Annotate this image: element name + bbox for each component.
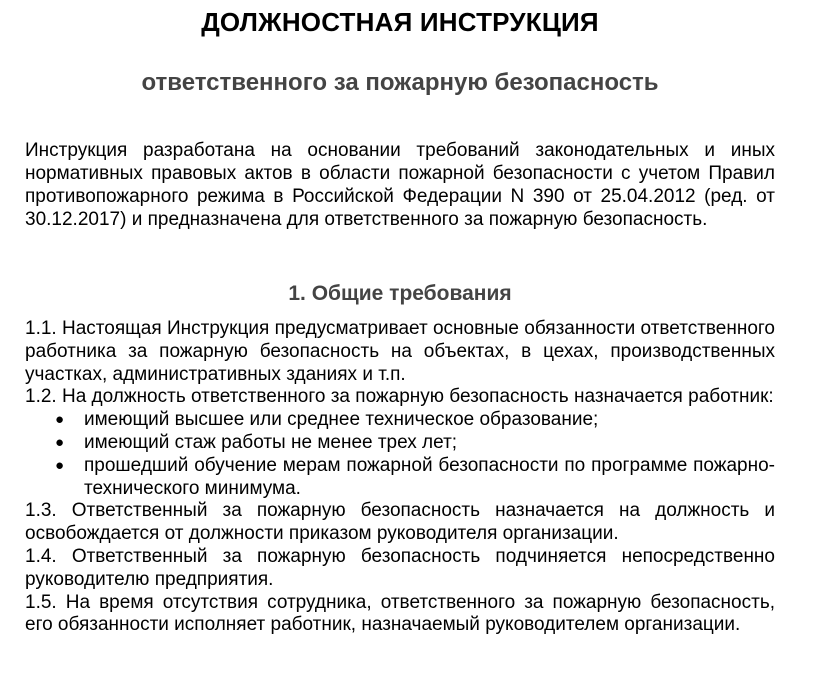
- clause-1-4: 1.4. Ответственный за пожарную безопасность подчиняется непосредственно руководителю предприятия.: [25, 545, 775, 590]
- clause-1-3: 1.3. Ответственный за пожарную безопасность назначается на должность и освобождается от должности приказом руководителя организации.: [25, 500, 775, 545]
- document-title: ДОЛЖНОСТНАЯ ИНСТРУКЦИЯ: [201, 7, 599, 37]
- list-item: [55, 431, 775, 455]
- document-subtitle: ответственного за пожарную безопасность: [141, 69, 659, 96]
- bullet-icon: ●: [55, 456, 65, 474]
- clause-1-1: 1.1. Настоящая Инструкция предусматривает основные обязанности ответственного работника за пожарную безопасность на объектах, в цехах, производственных участках, административных зданиях и т.п.: [25, 318, 775, 385]
- clause-1-2: 1.2. На должность ответственного за пожарную безопасность назначается работник:: [25, 386, 774, 408]
- section-body: [25, 318, 775, 637]
- list-item: [55, 454, 775, 501]
- intro-paragraph: Инструкция разработана на основании требований законодательных и иных нормативных правовых актов в области пожарной безопасности с учетом Правил противопожарного режима в Российской Федерации N 390 от 25.04.2012 (ред. от 30.12.2017) и предназначена для ответственного за пожарную безопасность.: [25, 140, 775, 230]
- clause-1-5: 1.5. На время отсутствия сотрудника, ответственного за пожарную безопасность, его обязанности исполняет работник, назначаемый руководителем организации.: [25, 591, 775, 636]
- section-heading-general: 1. Общие требования: [288, 282, 512, 305]
- list-item-text: имеющий высшее или среднее техническое образование;: [84, 409, 599, 431]
- requirements-list: [25, 409, 775, 500]
- list-item: [55, 409, 775, 432]
- list-item-text: имеющий стаж работы не менее трех лет;: [84, 431, 458, 453]
- bullet-icon: ●: [55, 433, 65, 451]
- bullet-icon: ●: [55, 411, 65, 429]
- list-item-text: прошедший обучение мерам пожарной безопасности по программе пожарно-технического минимума.: [84, 454, 775, 499]
